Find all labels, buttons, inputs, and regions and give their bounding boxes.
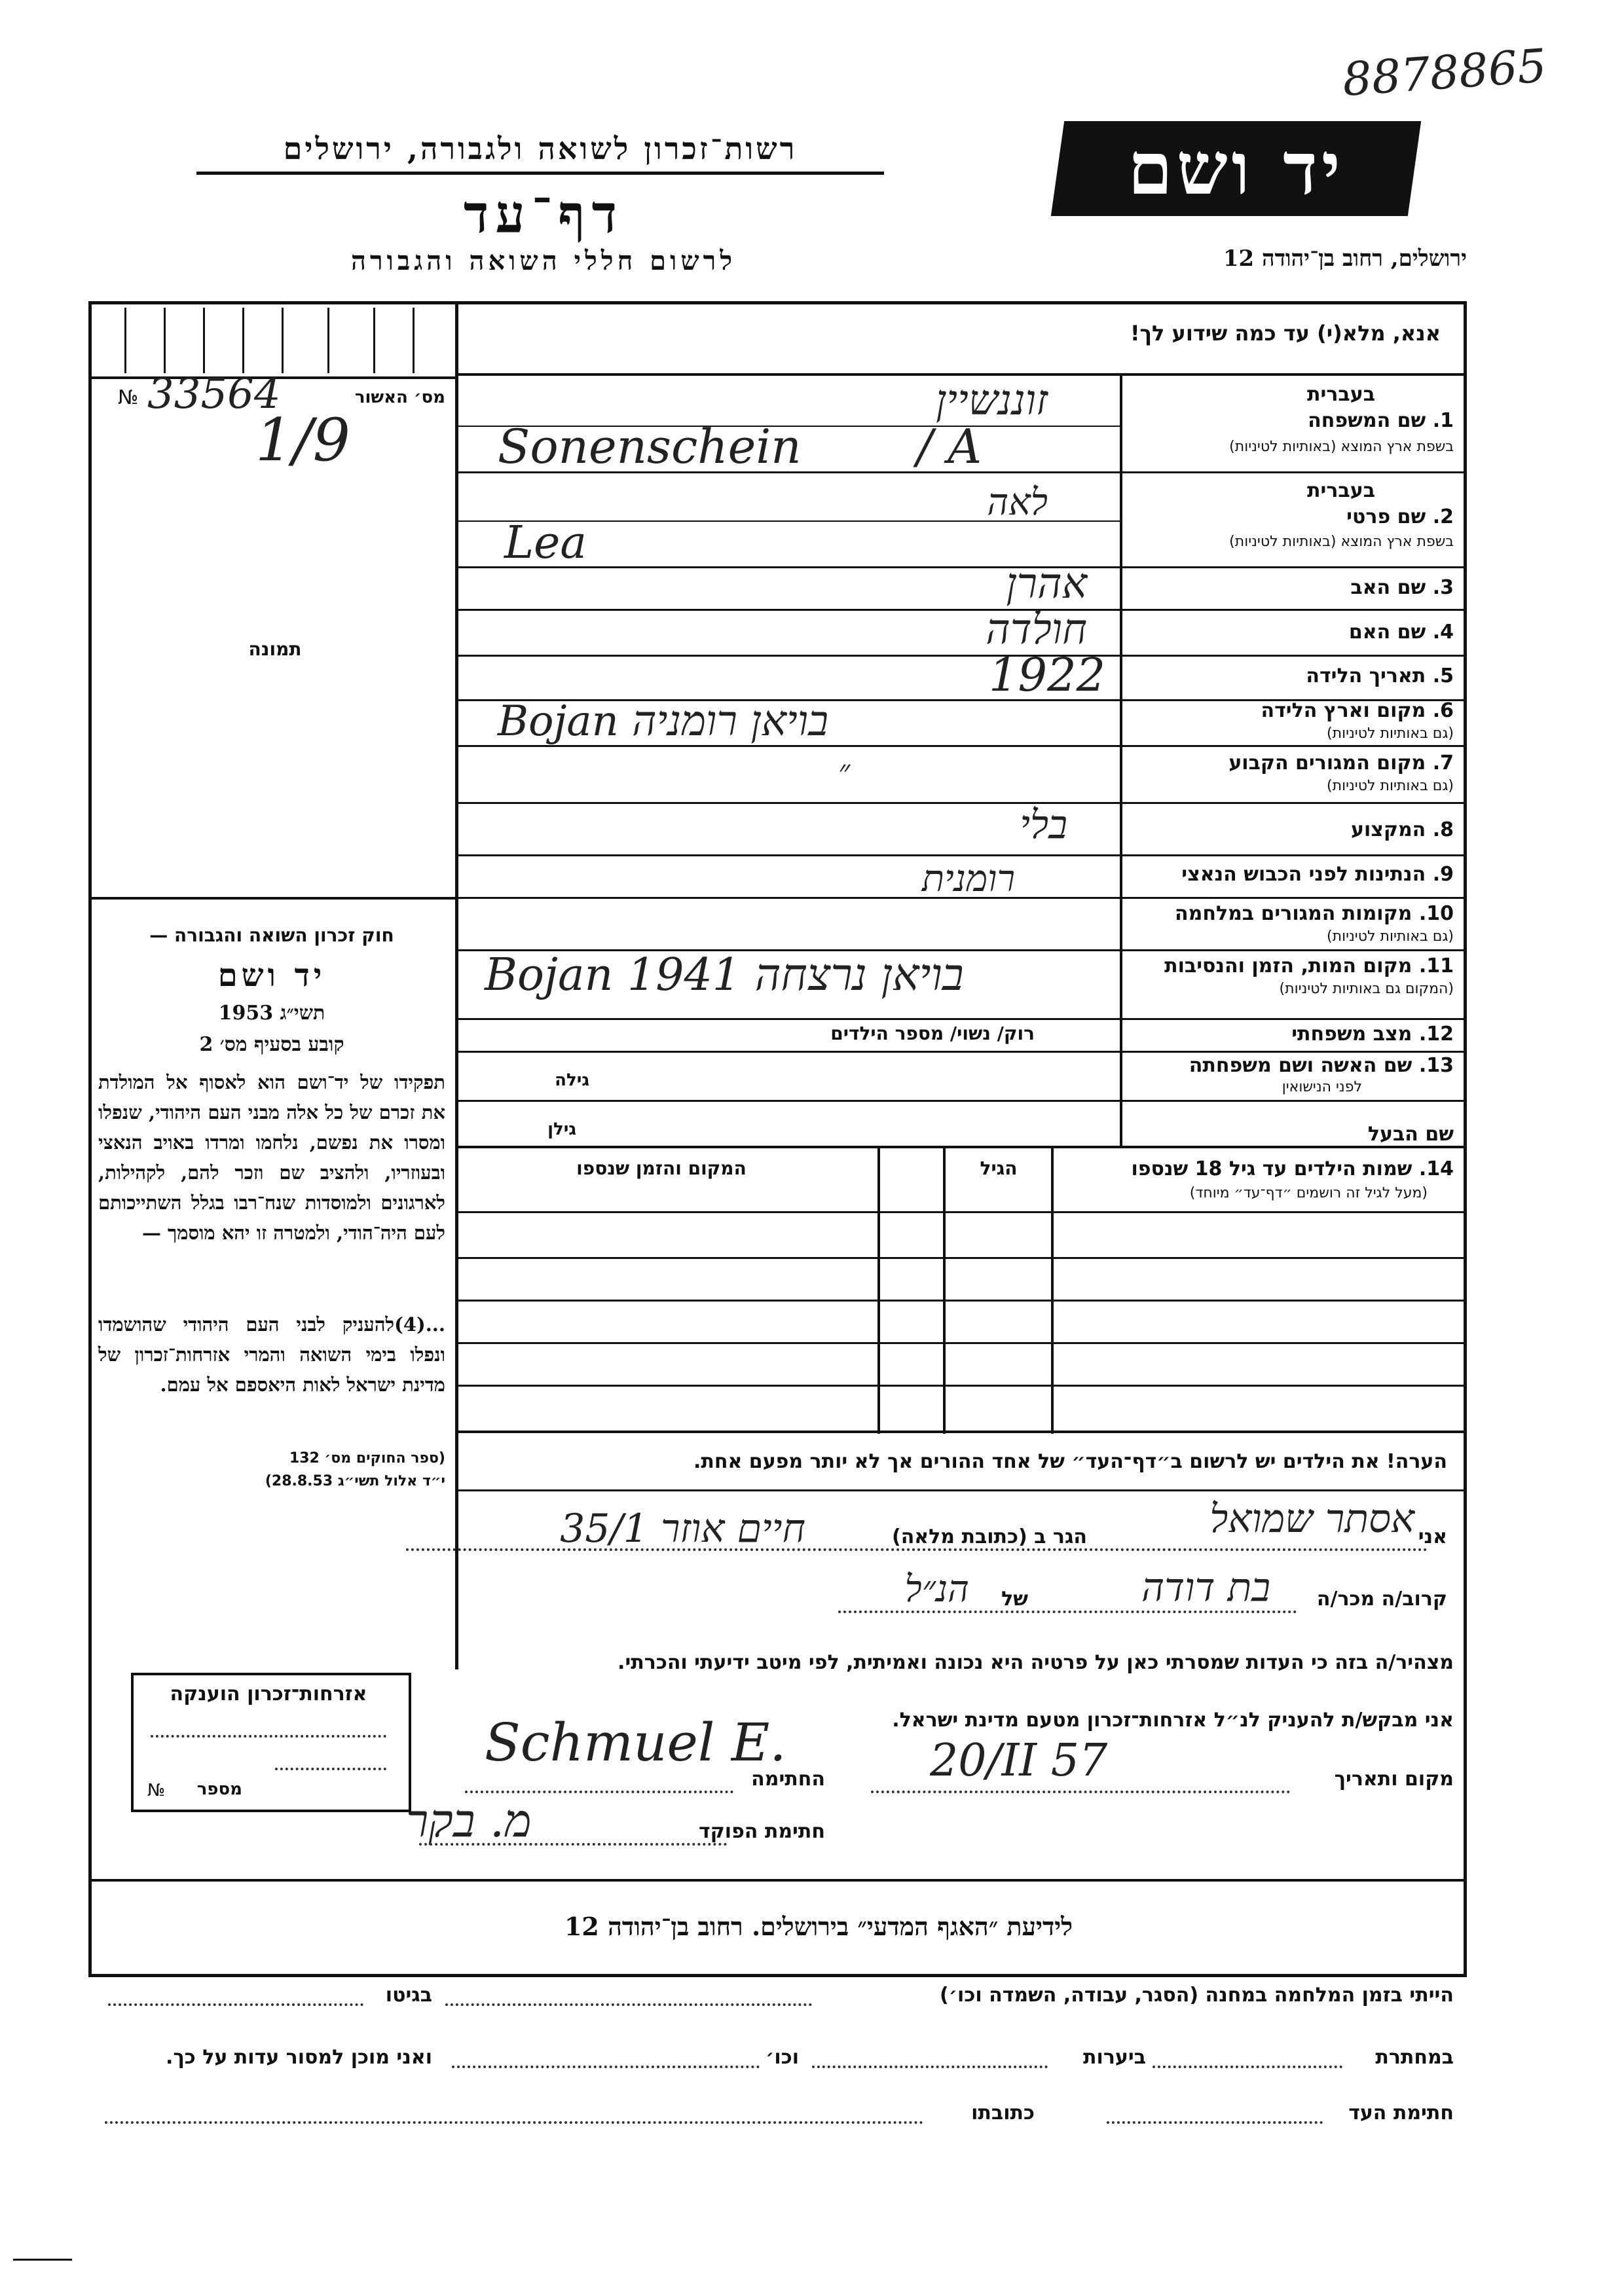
field-13-value: גילה bbox=[555, 1070, 589, 1090]
citizenship-num-sign: № bbox=[147, 1781, 166, 1800]
field-12-label: 12. מצב משפחתי bbox=[1291, 1023, 1454, 1046]
decl-of: של bbox=[1001, 1588, 1028, 1611]
law-line2: יד ושם bbox=[217, 957, 326, 994]
field-2-label: 2. שם פרטי bbox=[1346, 505, 1454, 528]
field-6-sub: (גם באותיות לטיניות) bbox=[1327, 725, 1454, 742]
archive-number: 8878865 bbox=[1340, 39, 1549, 107]
field-8-value: בלי bbox=[1020, 802, 1067, 848]
law-source: (ספר החוקים מס׳ 132 bbox=[289, 1450, 445, 1467]
bottom-ghetto: בגיטו bbox=[385, 1984, 432, 2007]
approval-number: 33564 bbox=[147, 370, 281, 418]
approval-cells bbox=[98, 308, 452, 373]
field-7-sub: (גם באותיות לטיניות) bbox=[1327, 778, 1454, 794]
children-label: 14. שמות הילדים עד גיל 18 שנספו bbox=[1131, 1157, 1454, 1180]
husband-value: גילן bbox=[547, 1120, 576, 1139]
decl-certify: מצהיר/ה בזה כי העדות שמסרתי כאן על פרטיה היא נכונה ואמיתית, לפי מיטב ידיעתי והכרתי. bbox=[618, 1651, 1454, 1674]
bottom-etc: וכו׳ bbox=[766, 2046, 799, 2069]
children-col-place: המקום והזמן שנספו bbox=[576, 1157, 747, 1179]
field-10-label: 10. מקומות המגורים במלחמה bbox=[1175, 902, 1454, 925]
field-9-label: 9. הנתינות לפני הכבוש הנאצי bbox=[1181, 863, 1454, 886]
stray-mark bbox=[13, 2259, 72, 2261]
form-title: דף־עד bbox=[463, 183, 624, 245]
field-6-label: 6. מקום וארץ הלידה bbox=[1261, 699, 1454, 722]
decl-lives: הגר ב (כתובת מלאה) bbox=[891, 1525, 1087, 1548]
decl-address: חיים אוזר 35/1 bbox=[560, 1506, 805, 1552]
bottom-address: כתובתו bbox=[971, 2102, 1035, 2124]
logo-text: יד ושם bbox=[1128, 126, 1344, 211]
law-body: תפקידו של יד־ושם הוא לאסוף אל המולדת את זכרם של כל אלה מבני העם היהודי, שנפלו ומסרו את נפשם, נלחמו ומרדו באויב הנאצי ובעוזריו, ולהציב שם וזכר להם, לקהילות, לארגונים ולמוסדות שנח־רבו בגלל השתייכותם לעם היה־הודי, ולמטרה זו יהא מוסמך — bbox=[98, 1071, 445, 1244]
decl-signature-label: החתימה bbox=[751, 1768, 825, 1791]
decl-name: אסתר שמואל bbox=[1209, 1496, 1414, 1542]
field-1-heb: זוננשיין bbox=[935, 376, 1048, 425]
citizenship-title: אזרחות־זכרון הוענקה bbox=[170, 1683, 367, 1705]
field-11-value: Bojan בויאן נרצחה 1941 bbox=[485, 949, 964, 1001]
bottom-line1: הייתי בזמן המלחמה במחנה (הסגר, עבודה, השמדה וכו׳) bbox=[940, 1984, 1454, 2007]
field-1-sub: בשפת ארץ המוצא (באותיות לטיניות) bbox=[1229, 439, 1454, 455]
decl-ani: אני bbox=[1418, 1525, 1447, 1548]
citizenship-number: מספר bbox=[196, 1779, 242, 1799]
law-body2: ...(4)להעניק לבני העם היהודי שהושמדו ונפלו בימי השואה והמרי אזרחות־זכרון של מדינת ישראל לאות היאספם אל עמם. bbox=[98, 1313, 445, 1396]
field-12-value: רוק/ נשוי/ מספר הילדים bbox=[830, 1023, 1035, 1044]
decl-place-date: מקום ותאריך bbox=[1334, 1768, 1454, 1791]
bottom-witness-sig: חתימת העד bbox=[1348, 2102, 1454, 2124]
field-5-value: 1922 bbox=[989, 648, 1106, 702]
approval-fraction: 1/9 bbox=[255, 406, 350, 475]
decl-official-label: חתימת הפוקד bbox=[699, 1820, 825, 1843]
field-2-latin: Lea bbox=[504, 517, 587, 569]
instruction: אנא, מלא(י) עד כמה שידוע לך! bbox=[1130, 321, 1441, 346]
decl-date: 20/II 57 bbox=[930, 1735, 1108, 1787]
field-4-value: חולדה bbox=[986, 606, 1087, 654]
husband-label: שם הבעל bbox=[1367, 1123, 1454, 1146]
law-source2: י״ד אלול תשי״ג 28.8.53) bbox=[265, 1473, 445, 1489]
address-line: ירושלים, רחוב בן־יהודה 12 bbox=[1223, 246, 1467, 272]
note: הערה! את הילדים יש לרשום ב״דף־העד״ של אחד ההורים אך לא יותר מפעם אחת. bbox=[693, 1450, 1447, 1473]
approval-num-sign: № bbox=[118, 386, 139, 409]
approval-label: מס׳ האשור bbox=[354, 388, 445, 407]
field-10-sub: (גם באותיות לטיניות) bbox=[1327, 928, 1454, 945]
bottom-underground: במחתרת bbox=[1375, 2046, 1454, 2069]
children-col-age: הגיל bbox=[980, 1157, 1018, 1179]
field-2-side: בעברית bbox=[1307, 479, 1375, 502]
field-9-value: רומנית bbox=[921, 858, 1015, 900]
field-13-label: 13. שם האשה ושם משפחתה bbox=[1189, 1054, 1454, 1077]
field-8-label: 8. המקצוע bbox=[1350, 818, 1454, 841]
field-2-heb: לאה bbox=[987, 481, 1048, 524]
field-5-label: 5. תאריך הלידה bbox=[1306, 665, 1454, 687]
field-7-label: 7. מקום המגורים הקבוע bbox=[1228, 752, 1454, 774]
field-1-latin: Sonenschein bbox=[498, 419, 802, 474]
law-line3: תשי״ג 1953 bbox=[218, 1002, 325, 1025]
field-7-value: ״ bbox=[838, 753, 851, 790]
org-line: רשות־זכרון לשואה ולגבורה, ירושלים bbox=[283, 131, 798, 166]
field-1-slash: / A bbox=[917, 419, 982, 474]
bottom-title: לידיעת ״האגף המדעי״ בירושלים. רחוב בן־יהודה 12 bbox=[564, 1912, 1073, 1941]
law-line1: חוק זכרון השואה והגבורה — bbox=[149, 924, 394, 946]
bottom-forests: ביערות bbox=[1083, 2046, 1146, 2069]
decl-signature: Schmuel E. bbox=[485, 1712, 786, 1773]
field-11-sub: (המקום גם באותיות לטיניות) bbox=[1279, 981, 1454, 997]
law-line4: קובע בסעיף מס׳ 2 bbox=[199, 1033, 344, 1056]
photo-label: תמונה bbox=[248, 638, 302, 660]
field-3-value: אהרן bbox=[1006, 560, 1087, 608]
decl-official: מ. בקר bbox=[406, 1794, 532, 1848]
field-1-side: בעברית bbox=[1307, 383, 1375, 406]
field-11-label: 11. מקום המות, הזמן והנסיבות bbox=[1164, 955, 1454, 977]
field-6-value: Bojan בויאן רומניה bbox=[498, 697, 829, 746]
field-13-sub: לפני הנישואין bbox=[1282, 1079, 1362, 1095]
decl-relative-value: בת דודה bbox=[1141, 1565, 1270, 1611]
decl-relative: קרוב/ה מכר/ה bbox=[1316, 1588, 1447, 1611]
children-sub: (מעל לגיל זה רושמים ״דף־עד״ מיוחד) bbox=[1189, 1185, 1428, 1201]
org-underline bbox=[196, 172, 884, 175]
field-4-label: 4. שם האם bbox=[1348, 621, 1454, 644]
bottom-ready: ואני מוכן למסור עדות על כך. bbox=[166, 2046, 432, 2069]
field-1-label: 1. שם המשפחה bbox=[1308, 409, 1454, 432]
field-2-sub: בשפת ארץ המוצא (באותיות לטיניות) bbox=[1229, 534, 1454, 550]
decl-of-value: הנ״ל bbox=[904, 1568, 969, 1611]
field-3-label: 3. שם האב bbox=[1350, 576, 1454, 599]
decl-request: אני מבקש/ת להעניק לנ״ל אזרחות־זכרון מטעם מדינת ישראל. bbox=[892, 1709, 1454, 1732]
form-subtitle: לרשום חללי השואה והגבורה bbox=[350, 246, 737, 276]
